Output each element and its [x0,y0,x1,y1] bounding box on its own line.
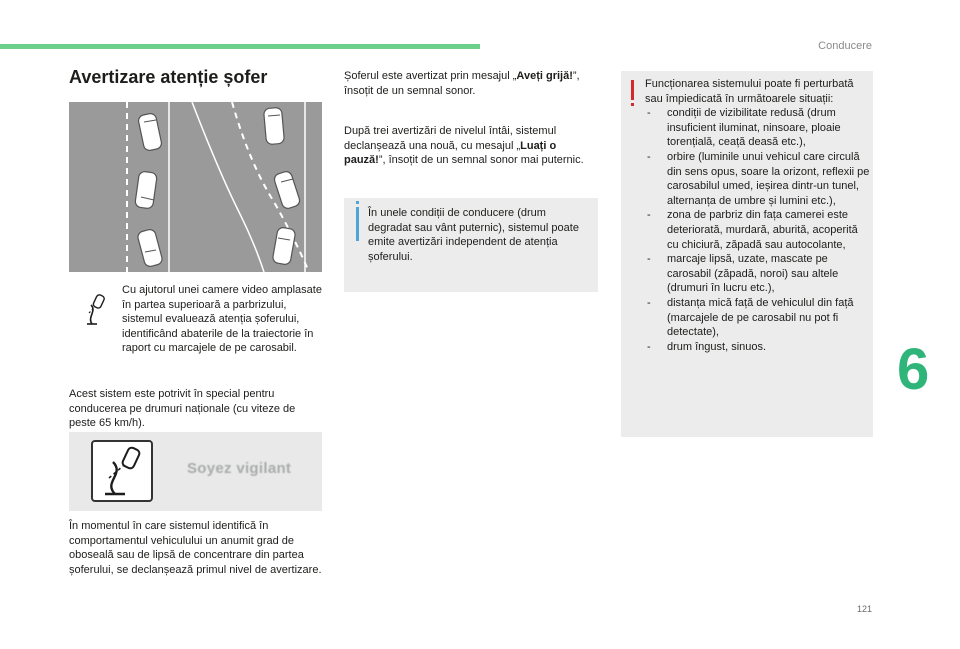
camera-description: Cu ajutorul unei camere video amplasate în partea superioară a parbrizului, sistemul evaluează atenția șoferului, identificând abaterile de la traiectorie în raport cu marcajele de pe carosabil. [122,284,322,355]
alert-vignette-text: Soyez vigilant [187,460,292,477]
list-item: - drum îngust, sinuos. [647,340,767,353]
warning-icon-dot [631,103,634,106]
warning-intro: Funcționarea sistemului poate fi perturbată sau împiedicată în următoarele situații: [645,78,854,105]
road-illustration-svg [69,102,322,272]
second-warning-message: Luați o pauză! [344,139,557,167]
warning-note-box [621,71,873,437]
driver-alert-icon [93,442,151,500]
info-note-box [344,198,598,292]
section-label: Conducere [818,40,872,52]
lane-departure-illustration [69,102,322,272]
first-warning-paragraph: Șoferul este avertizat prin mesajul „Aveți grijă!”, însoțit de un semnal sonor. [344,70,580,97]
chapter-tab [897,336,960,434]
alert-icon-box [91,440,153,502]
warning-list [645,77,870,354]
first-level-paragraph: În momentul în care sistemul identifică în comportamentul vehiculului un anumit grad de oboseală sau de lipsă de concentrare din partea șoferului, se declanșează primul nivel de avertizare. [69,520,322,576]
chapter-number: 6 [897,337,930,402]
list-item: - zona de parbriz din fața camerei este deteriorată, murdară, aburită, acoperită cu chiciură, zăpadă sau autocolante, [647,209,858,251]
list-item: - marcaje lipsă, uzate, mascate pe carosabil (zăpadă, noroi) sau altele (drumuri în lucru etc.), [647,253,839,295]
first-warning-message: Aveți grijă! [516,70,573,82]
suitability-paragraph: Acest sistem este potrivit în special pentru conducerea pe drumuri naționale (cu viteze de peste 65 km/h). [69,388,296,430]
warning-icon [631,80,634,100]
list-item: - distanța mică față de vehiculul din față (marcajele de pe carosabil nu pot fi detectate), [647,296,854,339]
page-number: 121 [856,604,872,614]
info-icon-dot [356,201,359,204]
page-title: Avertizare atenție șofer [69,67,268,87]
info-note-text: În unele condiții de conducere (drum degradat sau vânt puternic), sistemul poate emite avertizări independent de atenția șoferului. [368,207,579,263]
alert-vignette [69,432,322,511]
info-icon [356,207,359,241]
lane-warning-icon [85,293,105,325]
second-warning-paragraph: După trei avertizări de nivelul întâi, sistemul declanșează una nouă, cu mesajul „Luați o pauză!”, însoțit de un semnal sonor mai puternic. [344,125,584,167]
list-item: - orbire (luminile unui vehicul care circulă din sens opus, soare la orizont, reflexii pe carosabilul umed, ieșirea dintr-un tunel, alternanța de umbre și lumini etc.), [647,150,870,207]
list-item: - condiții de vizibilitate redusă (drum insuficient iluminat, ninsoare, ploaie torențială, ceață deasă etc.), [647,107,841,149]
top-accent-bar [0,44,480,49]
